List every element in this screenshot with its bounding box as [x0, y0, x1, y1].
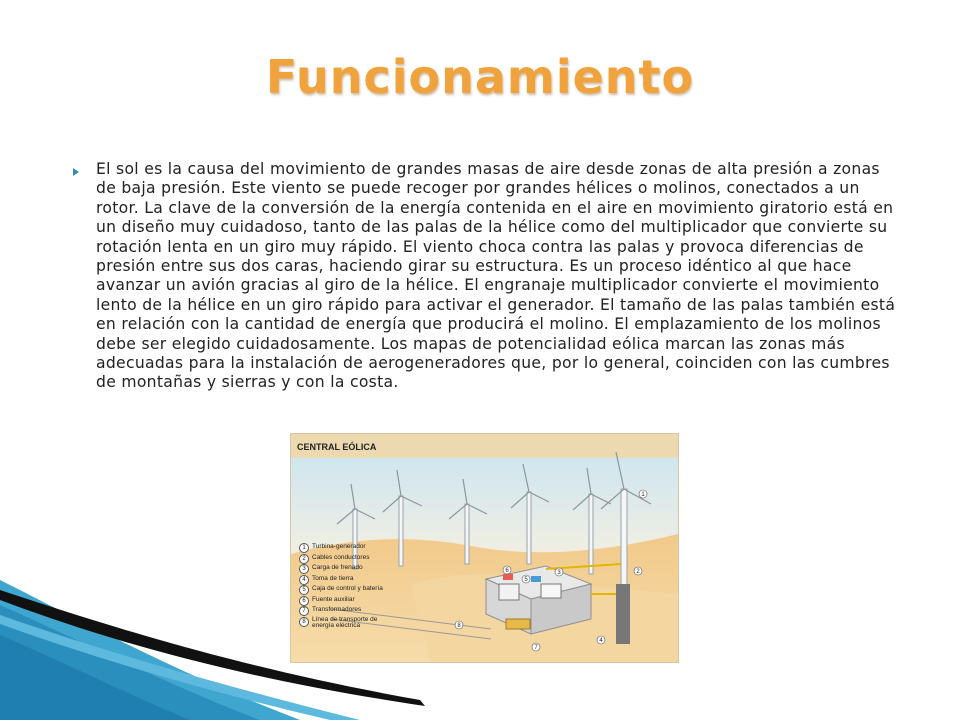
legend-item: 4 Toma de tierra	[299, 575, 409, 586]
legend-item: 6 Fuente auxiliar	[299, 596, 409, 607]
legend-item: 7 Transformadores	[299, 606, 409, 617]
legend-item: 3 Carga de frenado	[299, 564, 409, 575]
legend-item: 8 Línea de transporte de energía eléctrica	[299, 617, 409, 633]
figure-title: CENTRAL EÓLICA	[297, 442, 377, 452]
body-paragraph: El sol es la causa del movimiento de grandes masas de aire desde zonas de alta presión a zonas de baja presión. Este viento se puede recoger por grandes hélices o molinos, conectados a un rotor. La clave de la conversión de la energía contenida en el aire en movimiento giratorio está en un diseño muy cuidadoso, tanto de las palas de la hélice como del multiplicador que convierte su rotación lenta en un giro muy rápido. El viento choca contra las palas y provoca diferencias de presión entre sus dos caras, haciendo girar su estructura. Es un proceso idéntico al que hace avanzar un avión gracias al giro de la hélice. El engranaje multiplicador convierte el movimiento lento de la hélice en un giro rápido para activar el generador. El tamaño de las palas también está en relación con la cantidad de energía que producirá el molino. El emplazamiento de los molinos debe ser elegido cuidadosamente. Los mapas de potencialidad eólica marcan las zonas más adecuadas para la instalación de aerogeneradores que, por lo general, coinciden con las cumbres de montañas y sierras y con la costa.	[96, 160, 896, 392]
bullet-arrow-icon	[73, 168, 79, 176]
slide-title: Funcionamiento	[265, 50, 695, 104]
callout-8: 8	[457, 623, 461, 629]
callout-5: 5	[524, 577, 528, 583]
legend-item: 2 Cables conductores	[299, 554, 409, 565]
callout-4: 4	[599, 638, 603, 644]
callout-6: 6	[505, 568, 509, 574]
legend-item: 5 Caja de control y batería	[299, 585, 409, 596]
callout-3: 3	[557, 570, 561, 576]
callout-2: 2	[636, 569, 640, 575]
callout-7: 7	[534, 645, 538, 651]
corner-wave-decoration	[0, 560, 460, 720]
legend-item: 1 Turbina-generador	[299, 543, 409, 554]
callout-1: 1	[641, 492, 645, 498]
